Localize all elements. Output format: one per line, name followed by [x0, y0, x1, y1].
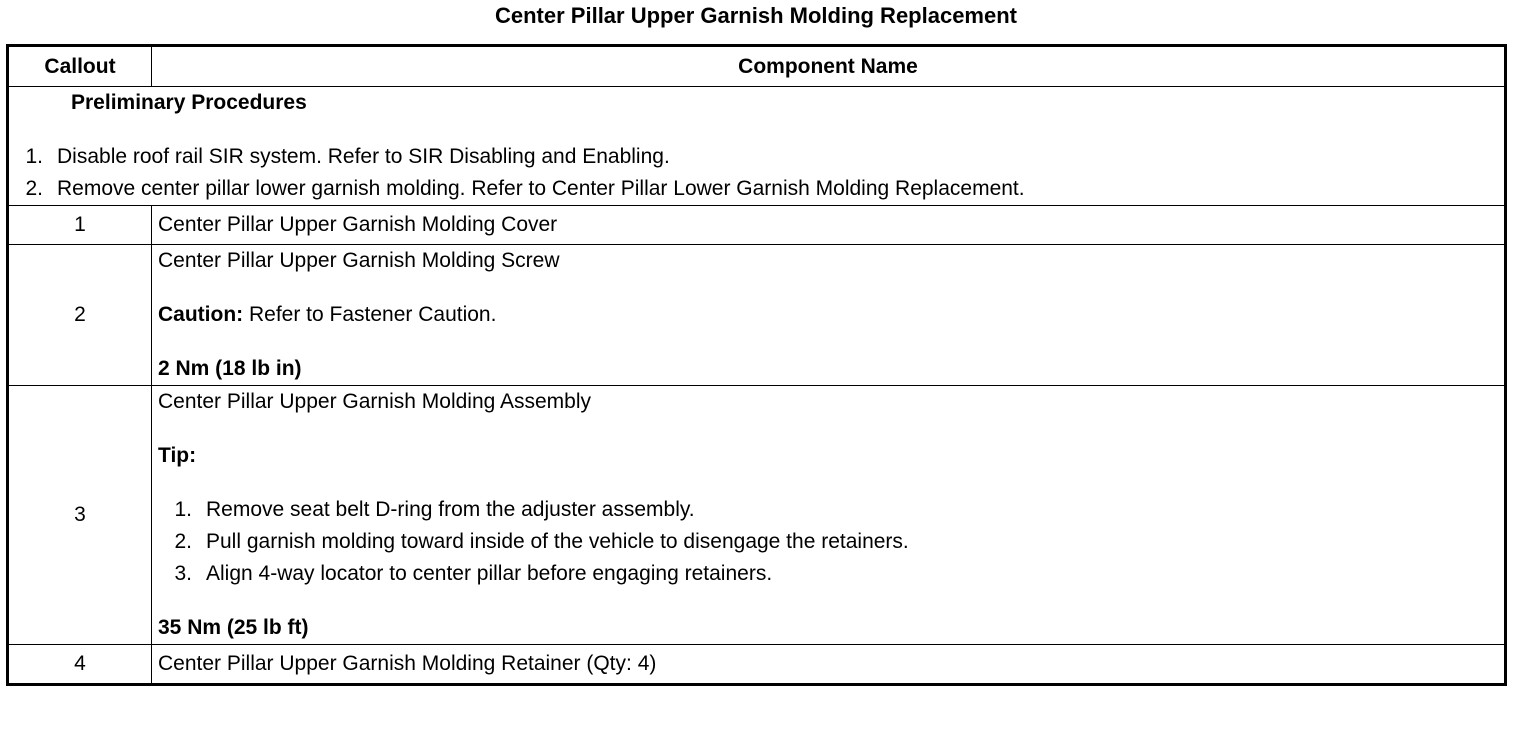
- tip-steps: [158, 494, 1498, 590]
- table-row: [8, 645, 1506, 685]
- component-name-cell: [152, 245, 1506, 386]
- preliminary-procedures: [8, 87, 1506, 206]
- step-text: Remove center pillar lower garnish molding. Refer to Center Pillar Lower Garnish Molding Replacement.: [57, 177, 1025, 200]
- page-title: Center Pillar Upper Garnish Molding Replacement: [495, 3, 1017, 28]
- procedure-table: [6, 44, 1507, 686]
- callout-cell: 3: [8, 386, 152, 645]
- step-text: Align 4-way locator to center pillar before engaging retainers.: [206, 562, 773, 585]
- step-number: 3.: [174, 562, 192, 585]
- step-number: 1.: [25, 145, 43, 168]
- callout-cell: 2: [8, 245, 152, 386]
- callout-cell: 1: [8, 206, 152, 245]
- callout-header: Callout: [8, 46, 152, 87]
- step-number: 2.: [174, 530, 192, 553]
- caution-note: [158, 299, 1498, 331]
- header-row: [8, 46, 1506, 87]
- list-item: [15, 173, 1498, 205]
- torque-spec: 2 Nm (18 lb in): [158, 357, 302, 380]
- step-text: Remove seat belt D-ring from the adjuster assembly.: [206, 498, 695, 521]
- component-name: Center Pillar Upper Garnish Molding Screw: [158, 249, 560, 272]
- step-text: Disable roof rail SIR system. Refer to SIR Disabling and Enabling.: [57, 145, 670, 168]
- component-name: Center Pillar Upper Garnish Molding Assembly: [158, 390, 592, 413]
- preliminary-row: [8, 87, 1506, 206]
- callout-cell: 4: [8, 645, 152, 685]
- table-row: [8, 206, 1506, 245]
- step-number: 2.: [25, 177, 43, 200]
- step-number: 1.: [174, 498, 192, 521]
- list-item: [158, 494, 1498, 526]
- torque-spec: 35 Nm (25 lb ft): [158, 616, 309, 639]
- component-name-header: Component Name: [152, 46, 1506, 87]
- preliminary-steps: [15, 141, 1498, 205]
- list-item: [158, 558, 1498, 590]
- table-row: [8, 245, 1506, 386]
- list-item: [15, 141, 1498, 173]
- list-item: [158, 526, 1498, 558]
- tip-label: Tip:: [158, 444, 197, 467]
- caution-label: Caution:: [158, 303, 244, 326]
- preliminary-heading: Preliminary Procedures: [71, 91, 307, 114]
- table-row: [8, 386, 1506, 645]
- component-name-cell: Center Pillar Upper Garnish Molding Retainer (Qty: 4): [152, 645, 1506, 685]
- step-text: Pull garnish molding toward inside of the vehicle to disengage the retainers.: [206, 530, 909, 553]
- component-name-cell: Center Pillar Upper Garnish Molding Cover: [152, 206, 1506, 245]
- component-name-cell: [152, 386, 1506, 645]
- caution-text: Refer to Fastener Caution.: [243, 303, 497, 326]
